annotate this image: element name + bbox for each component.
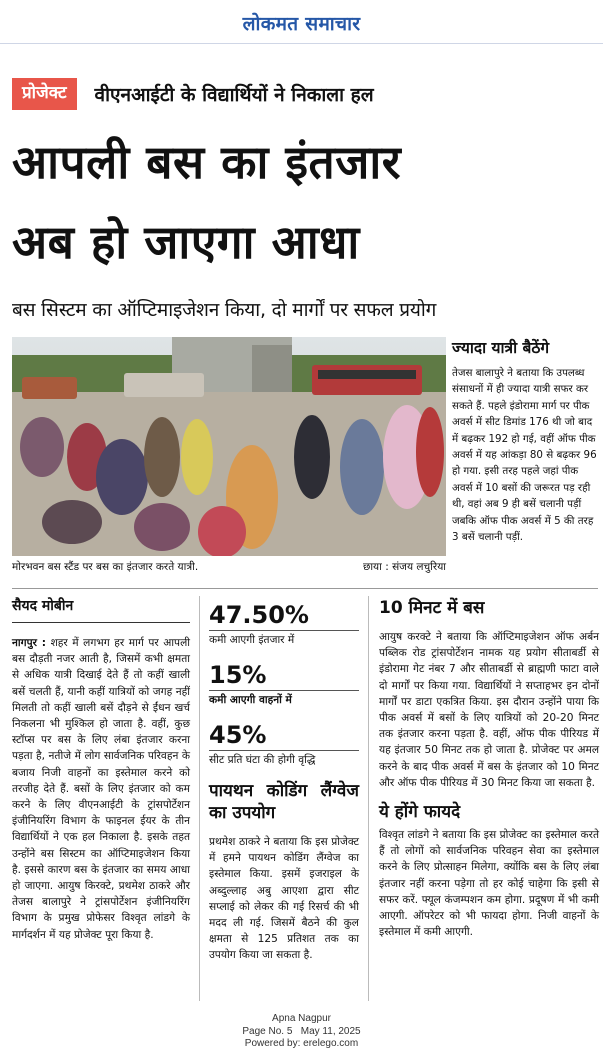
kicker-tag: प्रोजेक्ट	[12, 78, 77, 110]
ten-minute-section-body: आयुष करक्टे ने बताया कि ऑप्टिमाइजेशन ऑफ अर्बन पब्लिक रोड ट्रांसपोर्टेशन नामक यह प्रयोग सीताबर्डी से इंडोरामा गेट नंबर 7 और सीताबर्डी से ब्राह्मणी फाटा वाले दो मार्गों पर किया गया. विद्यार्थियों ने सप्ताहभर इन दोनों मार्गों पर डाटा एकत्रित किया. इस दौरान उन्होंने पाया कि पीक अवर्स में बसों के लिए यात्रियों को 20-20 मिनट तक इंतजार करना पड़ता है. वहीं, ऑफ पीक पीरियड में यह इंतजार 50 मिनट तक हो जाता है. प्रोजेक्ट पर अमल करने के बाद पीक अवर्स में बस के इंतजार को 10 मिनट और ऑफ पीक पीरियड में 30 मिनट किया जा सकता है.	[379, 631, 599, 789]
kicker-text: वीएनआईटी के विद्यार्थियों ने निकाला हल	[94, 84, 374, 106]
photo-illustration	[12, 337, 446, 556]
edition-name: Apna Nagpur	[272, 1013, 331, 1024]
publish-date: May 11, 2025	[300, 1025, 361, 1037]
masthead	[0, 0, 603, 44]
python-section-title: पायथन कोडिंग लैंग्वेज का उपयोग	[209, 781, 359, 823]
news-photo	[12, 337, 446, 556]
stat-value: 47.50%	[209, 601, 309, 629]
powered-by: Powered by: erelego.com	[244, 1038, 359, 1049]
page-info	[0, 1026, 603, 1039]
stats-column	[209, 600, 359, 964]
sidebar-body: तेजस बालापुरे ने बताया कि उपलब्ध संसाधनों में ही ज्यादा यात्री सफर कर सकते हैं. पहले इंडोरामा मार्ग पर पीक अवर्स में सीट डिमांड 176 थी जो बाद में बढ़कर 192 हो गई, वहीं ऑफ पीक अवर्स में यह आंकड़ा 80 से बढ़कर 96 हो गया. इसी तरह पहले जहां पीक अवर्स में 10 बसों की जरूरत पड़ रही थी, वहां अब 9 ही बसें चलानी पड़ीं जबकि ऑफ पीक अवर्स में 5 की तरह 3 बसें चलानी पड़ीं.	[452, 367, 597, 544]
stat-value: 45%	[209, 721, 267, 749]
benefits-section-title: ये होंगे फायदे	[379, 802, 461, 823]
headline-line-1: आपली बस का इंतजार	[12, 135, 402, 189]
ten-minute-section-title: 10 मिनट में बस	[379, 598, 485, 618]
python-section-body: प्रथमेश ठाकरे ने बताया कि इस प्रोजेक्ट में हमने पायथन कोडिंग लैंग्वेज का इस्तेमाल किया. इसमें इजराइल के अब्दुल्लाह अबु आएशा द्वारा सीट सप्लाई को लेकर की गई रिसर्च की भी मदद ली गई. जिसमें बैठने की कुल क्षमता से 125 प्रतिशत तक का उपयोग किया जा सकता है.	[209, 836, 359, 962]
column-divider	[199, 596, 200, 1001]
sidebar-story	[452, 337, 598, 545]
photo-credit: छाया : संजय लचुरिया	[362, 561, 446, 573]
photo-caption-row	[12, 560, 446, 574]
sidebar-title: ज्यादा यात्री बैठेंगे	[452, 339, 550, 357]
main-story-text: शहर में लगभग हर मार्ग पर आपली बस दौड़ती नजर आती है, जिसमें कभी क्षमता से अधिक यात्री दिखाई देते हैं तो कहीं खाली बसें चलती हैं, यानी कहीं यात्रियों को जगह नहीं मिलती तो कहीं खाली बसें दौड़ने से ईंधन खर्च निकलना भी मुश्किल हो जाता है. वहीं, कुछ स्टॉप्स पर बस के लिए लंबा इंतजार करना पड़ता है, नतीजे में लोग सार्वजनिक परिवहन के बजाय निजी वाहनों का इस्तेमाल करने को तरजीह देते हैं. बसों के लिए इंतजार को कम करने के लिए वीएनआईटी के ट्रांसपोर्टेशन इंजीनियरिंग विभाग के फाइनल ईयर के तीन विद्यार्थियों ने एक हल निकाला है. इसके तहत उन्होंने बस सिस्टम का ऑप्टिमाइजेशन किया है. इससे कारण बस के इंतजार का समय आधा हो जाएगा. आयुष किरक्टे, प्रथमेश ठाकरे और तेजस बालापुरे ने ट्रांसपोर्टेशन इंजीनियरिंग विभाग के प्रमुख प्रोफेसर विश्वृत लांडगे के मार्गदर्शन में यह प्रोजेक्ट पूरा किया है.	[12, 637, 190, 941]
dateline: नागपुर :	[12, 637, 47, 649]
main-story-column	[12, 596, 190, 943]
page-number: Page No. 5	[242, 1025, 293, 1037]
page-footer	[0, 1013, 603, 1051]
main-story-body	[12, 635, 190, 943]
horizontal-divider	[12, 588, 598, 589]
photo-caption: मोरभवन बस स्टैंड पर बस का इंतजार करते यात्री.	[12, 561, 199, 573]
benefits-section-body: विश्वृत लांडगे ने बताया कि इस प्रोजेक्ट का इस्तेमाल करते हैं तो लोगों को सार्वजनिक परिवहन सेवा का इस्तेमाल करने के लिए प्रोत्साहन मिलेगा, क्योंकि बस के लिए लंबा इंतजार नहीं करना पड़ेगा तो हर कोई चाहेगा कि इसी से सफर करें. फ्यूल कंजम्पशन कम होगा. प्रदूषण में भी कमी आएगी. ऑपरेटर को भी फायदा होगा. निजी वाहनों के इस्तेमाल में कमी आएगी.	[379, 829, 599, 939]
newspaper-logo: लोकमत समाचार	[242, 13, 361, 35]
headline-line-2: अब हो जाएगा आधा	[12, 215, 360, 269]
kicker	[12, 78, 374, 110]
stat-value: 15%	[209, 661, 267, 689]
stat-label: सीट प्रति घंटा की होगी वृद्धि	[209, 750, 359, 768]
column-divider	[368, 596, 369, 1001]
stat-label: कमी आएगी वाहनों में	[209, 690, 359, 708]
details-column	[379, 597, 599, 940]
stat-label: कमी आएगी इंतजार में	[209, 630, 359, 648]
subheadline: बस सिस्टम का ऑप्टिमाइजेशन किया, दो मार्गों पर सफल प्रयोग	[12, 299, 437, 321]
byline: सैयद मोबीन	[12, 596, 190, 623]
